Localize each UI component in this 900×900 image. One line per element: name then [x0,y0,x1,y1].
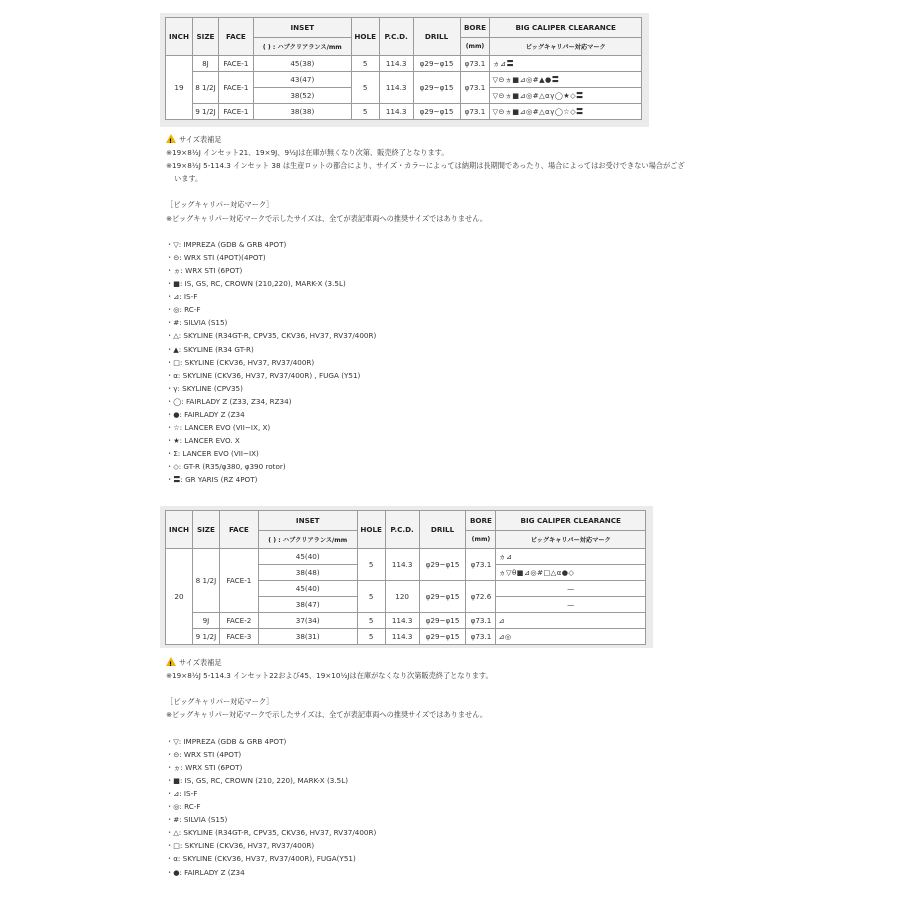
header-pcd: P.C.D. [379,18,413,56]
cell-hole: 5 [351,104,379,120]
cell-mark: ▽⊝ヵ■⊿◎#△αγ◯☆◇〓 [490,104,642,120]
table-row [166,629,646,645]
legend-item: ・▽: IMPREZA (GDB & GRB 4POT) [166,239,287,249]
header-clearance: BIG CALIPER CLEARANCE [490,18,642,38]
cell-inch: 20 [166,549,193,645]
legend-item: ・⊝: WRX STI (4POT) [166,749,242,759]
header-drill: DRILL [413,18,460,56]
note-line: います。 [174,174,203,184]
legend-item: ・▽: IMPREZA (GDB & GRB 4POT) [166,736,287,746]
table-row [166,56,642,72]
cell-size: 9 1/2J [192,104,218,120]
table-row [166,104,642,120]
legend-item: ・ヵ: WRX STI (6POT) [166,265,243,275]
header-inset: INSET [253,18,351,38]
cell-inset: 38(47) [258,597,357,613]
cell-size: 8 1/2J [192,549,219,613]
header-clearance-sub: ビッグキャリパー対応マーク [490,38,642,56]
notes-20 [166,656,493,879]
spec-table-20-wrap [160,506,653,648]
cell-bore: φ73.1 [460,104,490,120]
header-face: FACE [218,18,253,56]
cell-bore: φ73.1 [466,549,496,581]
cell-size: 9 1/2J [192,629,219,645]
cell-bore: φ72.6 [466,581,496,613]
cell-inset: 38(48) [258,565,357,581]
header-bore-sub: (mm) [466,531,496,549]
header-inset-sub: ( ) : ハブクリアランス/mm [258,531,357,549]
legend-item: ・#: SILVIA (S15) [166,318,228,328]
cell-hole: 5 [357,613,385,629]
legend-item: ・Σ: LANCER EVO (VII~IX) [166,449,259,459]
cell-mark: — [496,597,646,613]
legend-item: ・■: IS, GS, RC, CROWN (210, 220), MARK-X (3.5L) [166,775,349,785]
cell-mark: ヵ⊿〓 [490,56,642,72]
cell-pcd: 114.3 [385,629,419,645]
cell-hole: 5 [357,549,385,581]
cell-mark: ヵ▽θ■⊿◎#□△α●◇ [496,565,646,581]
cell-size: 8 1/2J [192,72,218,104]
cell-face: FACE-1 [218,72,253,104]
cell-drill: φ29~φ15 [419,549,466,581]
note-line: ※19×8½J インセット21、19×9J、9½Jは在庫が無くなり次第、販売終了となります。 [166,148,449,158]
header-size: SIZE [192,511,219,549]
legend-item: ・□: SKYLINE (CKV36, HV37, RV37/400R) [166,357,315,367]
legend-item: ・◎: RC-F [166,802,201,812]
legend-item: ・γ: SKYLINE (CPV35) [166,383,243,393]
header-clearance-sub: ビッグキャリパー対応マーク [496,531,646,549]
legend-item: ・△: SKYLINE (R34GT-R, CPV35, CKV36, HV37, RV37/400R) [166,331,377,341]
cell-drill: φ29~φ15 [413,56,460,72]
cell-bore: φ73.1 [460,56,490,72]
mark-legend-heading: ［ビッグキャリパー対応マーク］ [166,200,274,210]
legend-item: ・◎: RC-F [166,305,201,315]
header-drill: DRILL [419,511,466,549]
warning-icon [166,134,176,143]
cell-drill: φ29~φ15 [419,613,466,629]
legend-item: ・■: IS, GS, RC, CROWN (210,220), MARK-X (3.5L) [166,279,346,289]
notes-title: !サイズ表補足 [166,133,685,146]
legend-item: ・□: SKYLINE (CKV36, HV37, RV37/400R) [166,841,315,851]
cell-hole: 5 [351,56,379,72]
spec-table-19 [165,17,642,120]
cell-face: FACE-2 [219,613,258,629]
legend-item: ・ヵ: WRX STI (6POT) [166,762,243,772]
legend-item: ・⊿: IS-F [166,788,198,798]
legend-item: ・◇: GT-R (R35/φ380, φ390 rotor) [166,462,286,472]
cell-face: FACE-1 [218,104,253,120]
header-inset: INSET [258,511,357,531]
cell-inset: 43(47) [253,72,351,88]
cell-hole: 5 [351,72,379,104]
legend-item: ・〓: GR YARIS (RZ 4POT) [166,475,258,485]
cell-drill: φ29~φ15 [419,581,466,613]
cell-mark: ⊿ [496,613,646,629]
cell-bore: φ73.1 [460,72,490,104]
legend-item: ・▲: SKYLINE (R34 GT-R) [166,344,254,354]
cell-mark: ヵ⊿ [496,549,646,565]
header-face: FACE [219,511,258,549]
legend-item: ・α: SKYLINE (CKV36, HV37, RV37/400R), FUGA(Y51) [166,854,356,864]
cell-inset: 45(40) [258,549,357,565]
legend-item: ・☆: LANCER EVO (VII~IX, X) [166,423,271,433]
header-bore-sub: (mm) [460,38,490,56]
table-row [166,72,642,88]
cell-size: 9J [192,613,219,629]
cell-face: FACE-1 [218,56,253,72]
cell-mark: — [496,581,646,597]
cell-face: FACE-1 [219,549,258,613]
legend-item: ・⊝: WRX STI (4POT)(4POT) [166,252,266,262]
cell-drill: φ29~φ15 [413,72,460,104]
table-row [166,549,646,565]
header-inset-sub: ( ) : ハブクリアランス/mm [253,38,351,56]
note-line: ※19×8½J 5-114.3 インセット 38 は生産ロットの都合により、サイズ・カラーによっては納期は長期間であったり、場合によってはお受けできない場合がござ [166,161,685,171]
cell-inset: 38(52) [253,88,351,104]
cell-bore: φ73.1 [466,613,496,629]
legend-item: ・◯: FAIRLADY Z (Z33, Z34, RZ34) [166,396,292,406]
warning-icon [166,657,176,666]
cell-inset: 45(38) [253,56,351,72]
header-hole: HOLE [351,18,379,56]
spec-table-20 [165,510,646,645]
legend-item: ・#: SILVIA (S15) [166,815,228,825]
table-row [166,613,646,629]
cell-face: FACE-3 [219,629,258,645]
header-hole: HOLE [357,511,385,549]
header-bore: BORE [460,18,490,38]
notes-19 [166,133,685,487]
cell-drill: φ29~φ15 [413,104,460,120]
cell-pcd: 114.3 [379,72,413,104]
mark-legend-disclaimer: ※ビッグキャリパー対応マークで示したサイズは、全てが表記車両への推奨サイズではありません。 [166,213,488,223]
legend-item: ・⊿: IS-F [166,292,198,302]
mark-legend-disclaimer: ※ビッグキャリパー対応マークで示したサイズは、全てが表記車両への推奨サイズではありません。 [166,710,488,720]
legend-item: ・●: FAIRLADY Z (Z34 [166,409,245,419]
cell-hole: 5 [357,629,385,645]
cell-pcd: 120 [385,581,419,613]
cell-inset: 37(34) [258,613,357,629]
cell-pcd: 114.3 [385,613,419,629]
notes-title: !サイズ表補足 [166,656,493,669]
cell-inset: 38(38) [253,104,351,120]
legend-item: ・●: FAIRLADY Z (Z34 [166,867,245,877]
cell-hole: 5 [357,581,385,613]
legend-item: ・★: LANCER EVO. X [166,436,240,446]
cell-size: 8J [192,56,218,72]
cell-pcd: 114.3 [379,104,413,120]
note-line: ※19×8½J 5-114.3 インセット22および45、19×10½Jは在庫がなくなり次第販売終了となります。 [166,671,493,681]
cell-inch: 19 [166,56,193,120]
cell-inset: 45(40) [258,581,357,597]
header-bore: BORE [466,511,496,531]
cell-mark: ⊿◎ [496,629,646,645]
cell-bore: φ73.1 [466,629,496,645]
header-inch: INCH [166,511,193,549]
cell-pcd: 114.3 [379,56,413,72]
header-inch: INCH [166,18,193,56]
cell-drill: φ29~φ15 [419,629,466,645]
cell-mark: ▽⊝ヵ■⊿◎#△αγ◯★◇〓 [490,88,642,104]
legend-item: ・△: SKYLINE (R34GT-R, CPV35, CKV36, HV37, RV37/400R) [166,828,377,838]
header-size: SIZE [192,18,218,56]
cell-mark: ▽⊝ヵ■⊿◎#▲●〓 [490,72,642,88]
mark-legend-heading: ［ビッグキャリパー対応マーク］ [166,697,274,707]
cell-inset: 38(31) [258,629,357,645]
legend-item: ・α: SKYLINE (CKV36, HV37, RV37/400R) , FUGA (Y51) [166,370,361,380]
header-pcd: P.C.D. [385,511,419,549]
spec-table-19-wrap [160,13,649,127]
cell-pcd: 114.3 [385,549,419,581]
header-clearance: BIG CALIPER CLEARANCE [496,511,646,531]
